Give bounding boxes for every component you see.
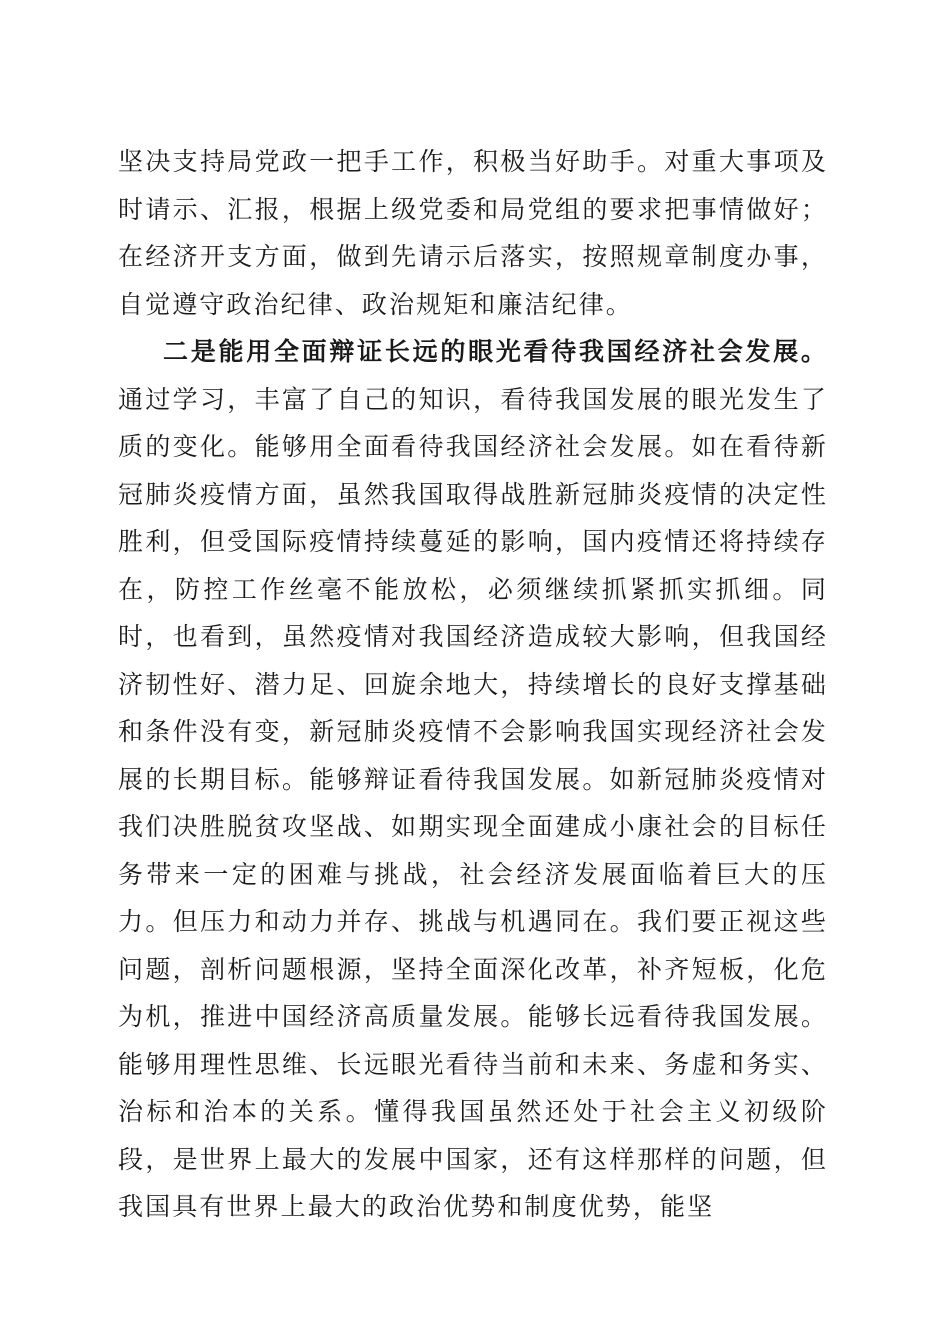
paragraph-lead-heading: 二是能用全面辩证长远的眼光看待我国经济社会发展。: [163, 337, 828, 366]
document-page: [118, 138, 828, 1231]
paragraph-continuation: [118, 138, 828, 328]
paragraph-text: 通过学习，丰富了自己的知识，看待我国发展的眼光发生了质的变化。能够用全面看待我国经济社会发展。如在看待新冠肺炎疫情方面，虽然我国取得战胜新冠肺炎疫情的决定性胜利，但受国际疫情持续蔓延的影响，国内疫情还将持续存在，防控工作丝毫不能放松，必须继续抓紧抓实抓细。同时，也看到，虽然疫情对我国经济造成较大影响，但我国经济韧性好、潜力足、回旋余地大，持续增长的良好支撑基础和条件没有变，新冠肺炎疫情不会影响我国实现经济社会发展的长期目标。能够辩证看待我国发展。如新冠肺炎疫情对我们决胜脱贫攻坚战、如期实现全面建成小康社会的目标任务带来一定的困难与挑战，社会经济发展面临着巨大的压力。但压力和动力并存、挑战与机遇同在。我们要正视这些问题，剖析问题根源，坚持全面深化改革，补齐短板，化危为机，推进中国经济高质量发展。能够长远看待我国发展。能够用理性思维、长远眼光看待当前和未来、务虚和务实、治标和治本的关系。懂得我国虽然还处于社会主义初级阶段，是世界上最大的发展中国家，还有这样那样的问题，但我国具有世界上最大的政治优势和制度优势，能坚: [118, 384, 828, 1221]
paragraph-point-two: [118, 328, 828, 1231]
paragraph-text: 坚决支持局党政一把手工作，积极当好助手。对重大事项及时请示、汇报，根据上级党委和局党组的要求把事情做好；在经济开支方面，做到先请示后落实，按照规章制度办事，自觉遵守政治纪律、政治规矩和廉洁纪律。: [118, 147, 828, 319]
